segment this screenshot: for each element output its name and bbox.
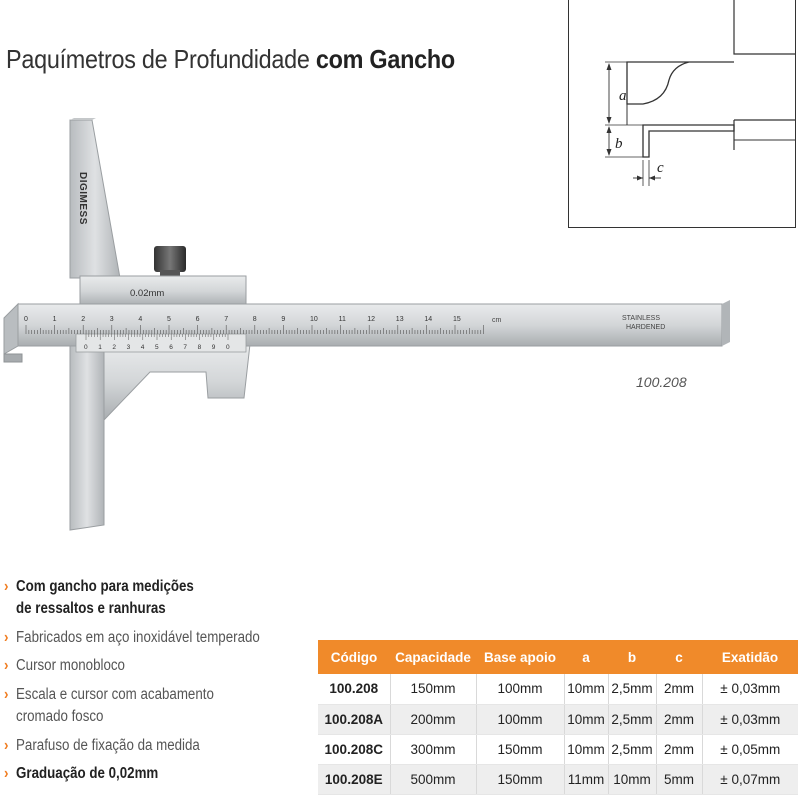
model-label: 100.208 [636,374,687,390]
feature-item: › Escala e cursor com acabamento cromado fosco [4,684,260,728]
vernier-number: 0 [226,344,230,351]
stamp-line1: STAINLESS [622,315,660,322]
main-scale-number: 15 [453,316,461,323]
main-scale-number: 7 [224,316,229,323]
vernier-number: 1 [98,344,102,351]
title-regular: Paquímetros de Profundidade [6,44,310,74]
depth-gauge-illustration [0,110,740,540]
spec-table [318,640,798,795]
vernier-number: 8 [197,344,202,351]
main-scale-number: 4 [138,316,143,323]
scale-unit: cm [492,317,502,324]
table-row: 100.208C 300mm 150mm 10mm 2,5mm 2mm ± 0,05mm [318,734,798,764]
header-a: a [564,640,608,674]
label-a: a [619,88,627,104]
vernier-number: 6 [169,344,173,351]
feature-item: › Com gancho para medições de ressaltos e ranhuras [4,576,260,620]
feature-item: › Fabricados em aço inoxidável temperado [4,628,260,648]
stamp-line2: HARDENED [626,324,666,331]
header-b: b [608,640,656,674]
main-scale-number: 9 [281,316,286,323]
locking-screw [154,246,186,272]
main-scale-number: 2 [81,316,86,323]
main-scale-number: 0 [24,316,28,323]
base-lower [70,344,104,530]
hook-tip [4,354,22,362]
main-scale-number: 6 [195,316,200,323]
hook-profile [627,62,689,104]
main-scale-number: 10 [310,316,318,323]
label-b: b [615,136,623,152]
vernier-number: 5 [155,344,159,351]
main-scale-number: 12 [367,316,375,323]
feature-item: › Parafuso de fixação da medida [4,736,260,756]
main-scale-number: 11 [338,316,346,323]
header-capacidade: Capacidade [390,640,476,674]
brand-logo: DIGIMESS [77,172,88,225]
main-scale-number: 8 [252,316,257,323]
vernier-number: 9 [211,344,216,351]
header-exatidao: Exatidão [702,640,798,674]
main-scale-number: 5 [167,316,171,323]
header-codigo: Código [318,640,390,674]
main-scale-number: 1 [52,316,57,323]
feature-item: › Cursor monobloco [4,656,260,676]
title-bold: com Gancho [315,44,455,74]
resolution-label: 0.02mm [130,288,165,299]
table-row: 100.208 150mm 100mm 10mm 2,5mm 2mm ± 0,03mm [318,674,798,704]
header-c: c [656,640,702,674]
page-title [6,44,455,75]
vernier-number: 0 [84,344,88,351]
table-row: 100.208E 500mm 150mm 11mm 10mm 5mm ± 0,07mm [318,764,798,794]
label-c: c [657,160,664,176]
main-scale-number: 14 [424,316,433,323]
main-scale-number: 13 [395,316,404,323]
main-scale-number: 3 [109,316,114,323]
table-header-row [318,640,798,674]
feature-list [4,576,301,792]
vernier-number: 4 [140,344,145,351]
feature-item: › Graduação de 0,02mm [4,764,260,784]
vernier-number: 7 [183,344,188,351]
cursor-slide [104,344,250,420]
table-row: 100.208A 200mm 100mm 10mm 2,5mm 2mm ± 0,03mm [318,704,798,734]
header-base-apoio: Base apoio [476,640,564,674]
vernier-number: 2 [112,344,117,351]
vernier-number: 3 [126,344,131,351]
